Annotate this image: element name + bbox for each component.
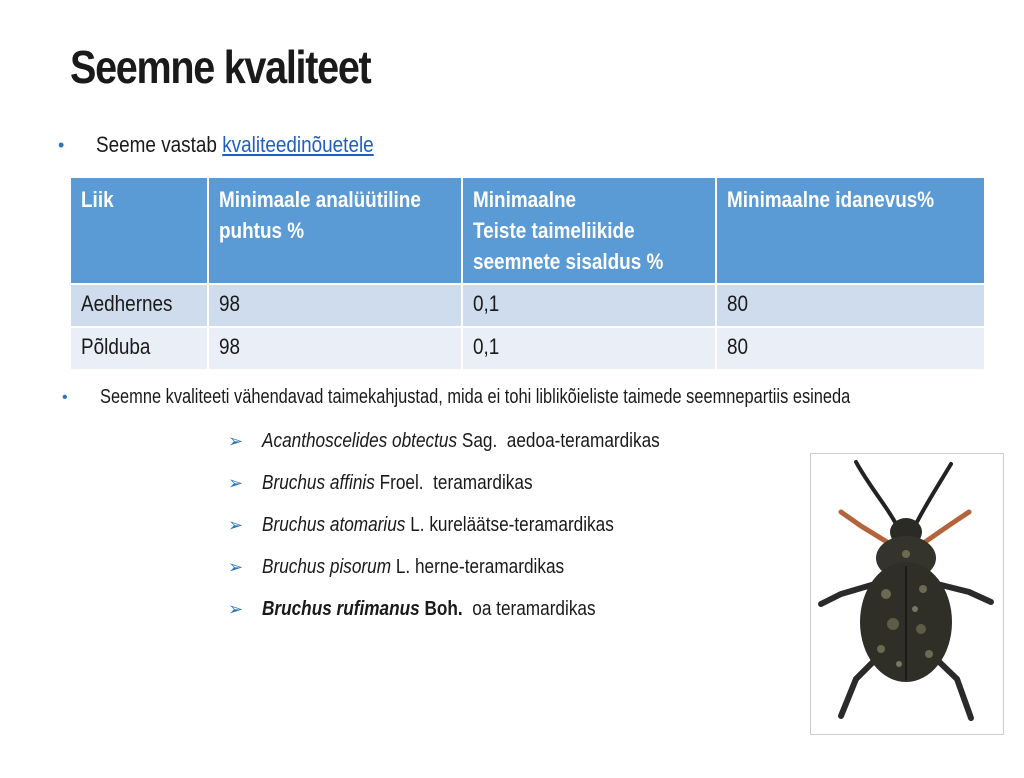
intro-bullet bbox=[58, 132, 419, 158]
page-title: Seemne kvaliteet bbox=[70, 41, 371, 93]
list-item: ➢ Bruchus affinis Froel. teramardikas bbox=[228, 471, 533, 494]
arrow-right-icon: ➢ bbox=[228, 430, 244, 451]
list-item: ➢ Acanthoscelides obtectus Sag. aedoa-teramardikas bbox=[228, 429, 660, 452]
cell-purity: 98 bbox=[208, 284, 462, 327]
cell-other-seeds: 0,1 bbox=[462, 327, 716, 370]
header-species: Liik bbox=[70, 177, 208, 284]
bullet-dot-icon: • bbox=[58, 134, 65, 155]
list-item: ➢ Bruchus atomarius L. kureläätse-teramardikas bbox=[228, 513, 614, 536]
header-purity: Minimaale analüütiline puhtus % bbox=[208, 177, 462, 284]
beetle-illustration bbox=[811, 454, 1003, 734]
damage-bullet bbox=[62, 386, 1015, 409]
cell-purity: 98 bbox=[208, 327, 462, 370]
list-item: ➢ Bruchus rufimanus Boh. oa teramardikas bbox=[228, 597, 596, 620]
table-row bbox=[70, 284, 985, 327]
arrow-right-icon: ➢ bbox=[228, 514, 244, 535]
damage-text: Seemne kvaliteeti vähendavad taimekahjustad, mida ei tohi liblikõieliste taimede seemnepartiis esineda bbox=[100, 386, 851, 408]
header-other-seeds: Minimaalne Teiste taimeliikide seemnete sisaldus % bbox=[462, 177, 716, 284]
table-header-row bbox=[70, 177, 985, 284]
intro-text: Seeme vastab bbox=[96, 132, 217, 157]
quality-table bbox=[69, 176, 986, 371]
cell-species: Põlduba bbox=[70, 327, 208, 370]
beetle-photo bbox=[810, 453, 1004, 735]
list-item: ➢ Bruchus pisorum L. herne-teramardikas bbox=[228, 555, 565, 578]
cell-germination: 80 bbox=[716, 327, 985, 370]
requirements-link[interactable]: kvaliteedinõuetele bbox=[222, 132, 374, 157]
pest-list bbox=[228, 420, 725, 630]
arrow-right-icon: ➢ bbox=[228, 556, 244, 577]
cell-germination: 80 bbox=[716, 284, 985, 327]
cell-other-seeds: 0,1 bbox=[462, 284, 716, 327]
arrow-right-icon: ➢ bbox=[228, 472, 244, 493]
header-germination: Minimaalne idanevus% bbox=[716, 177, 985, 284]
arrow-right-icon: ➢ bbox=[228, 598, 244, 619]
cell-species: Aedhernes bbox=[70, 284, 208, 327]
table-row bbox=[70, 327, 985, 370]
bullet-dot-icon: • bbox=[62, 388, 68, 406]
